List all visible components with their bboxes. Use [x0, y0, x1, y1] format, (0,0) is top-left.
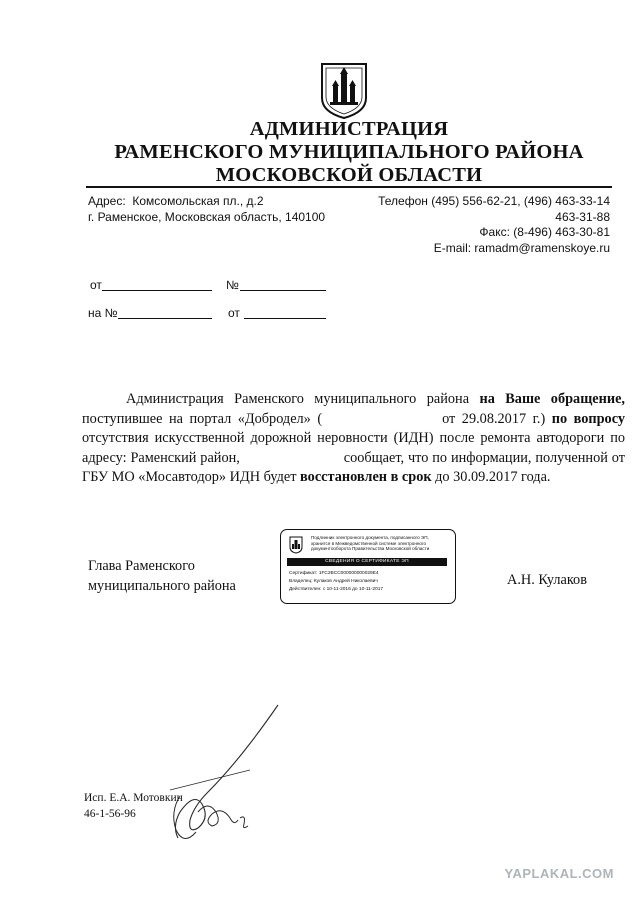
number-label: № — [226, 278, 239, 292]
date-blank — [102, 290, 212, 291]
executor-info — [84, 790, 183, 822]
electronic-signature-stamp — [280, 529, 456, 604]
contact-block — [378, 194, 610, 256]
org-line: МОСКОВСКОЙ ОБЛАСТИ — [215, 164, 483, 186]
address-label: Адрес: — [88, 194, 126, 208]
executor-name: Исп. Е.А. Мотовкин — [84, 792, 183, 804]
org-line: АДМИНИСТРАЦИЯ — [249, 118, 449, 140]
organization-name — [0, 118, 640, 187]
certificate-number: Сертификат: 1FC2BCC000000000029E4 — [289, 571, 379, 576]
address-line-1: Комсомольская пл., д.2 — [132, 194, 264, 208]
region-emblem-icon — [289, 536, 303, 554]
email-line: E-mail: ramadm@ramenskoye.ru — [433, 240, 610, 255]
certificate-details — [289, 570, 383, 594]
certificate-owner: Владелец: Кулаков Андрей Николаевич — [289, 579, 378, 584]
phone-line-1: Телефон (495) 556-62-21, (496) 463-33-14 — [378, 194, 610, 208]
from-label: от — [90, 278, 102, 292]
stamp-title-bar: СВЕДЕНИЯ О СЕРТИФИКАТЕ ЭП — [287, 558, 447, 566]
ref-date-blank — [244, 318, 326, 319]
ramenskoye-coat-of-arms-icon — [318, 62, 370, 120]
handwritten-signature — [150, 700, 290, 850]
executor-phone: 46-1-56-96 — [84, 808, 136, 820]
fax-line: Факс: (8-496) 463-30-81 — [479, 225, 610, 239]
ref-from-label: от — [228, 306, 240, 320]
ref-number-blank — [118, 318, 212, 319]
letter-body — [82, 390, 625, 488]
site-watermark: YAPLAKAL.COM — [504, 866, 614, 881]
stamp-header: Подлинник электронного документа, подписанного ЭП, хранится в Межведомственной системе электронного документооборота Правительства Московской области — [311, 535, 430, 551]
ref-number-label: на № — [88, 306, 118, 320]
address-line-2: г. Раменское, Московская область, 140100 — [88, 209, 326, 224]
signatory-position — [88, 556, 236, 596]
phone-line-2: 463-31-88 — [555, 209, 610, 224]
number-blank — [240, 290, 326, 291]
body-paragraph: Администрация Раменского муниципального района на Ваше обращение, поступившее на портал «Добродел» ( от 29.08.2017 г.) по вопросу отсутствия искусственной дорожной неровности (ИДН) после ремонта автодороги по адресу: Раменский район, сообщает, что по информации, полученной от ГБУ МО «Мосавтодор» ИДН будет восстановлен в срок до 30.09.2017 года. — [82, 391, 626, 486]
signatory-name: А.Н. Кулаков — [507, 572, 587, 588]
org-line: РАМЕНСКОГО МУНИЦИПАЛЬНОГО РАЙОНА — [114, 141, 584, 163]
header-divider — [86, 186, 612, 188]
position-line-1: Глава Раменского — [88, 558, 195, 574]
certificate-validity: Действителен: с 10-11-2016 до 10-11-2017 — [289, 587, 384, 592]
position-line-2: муниципального района — [88, 578, 236, 594]
address-block — [88, 194, 325, 225]
